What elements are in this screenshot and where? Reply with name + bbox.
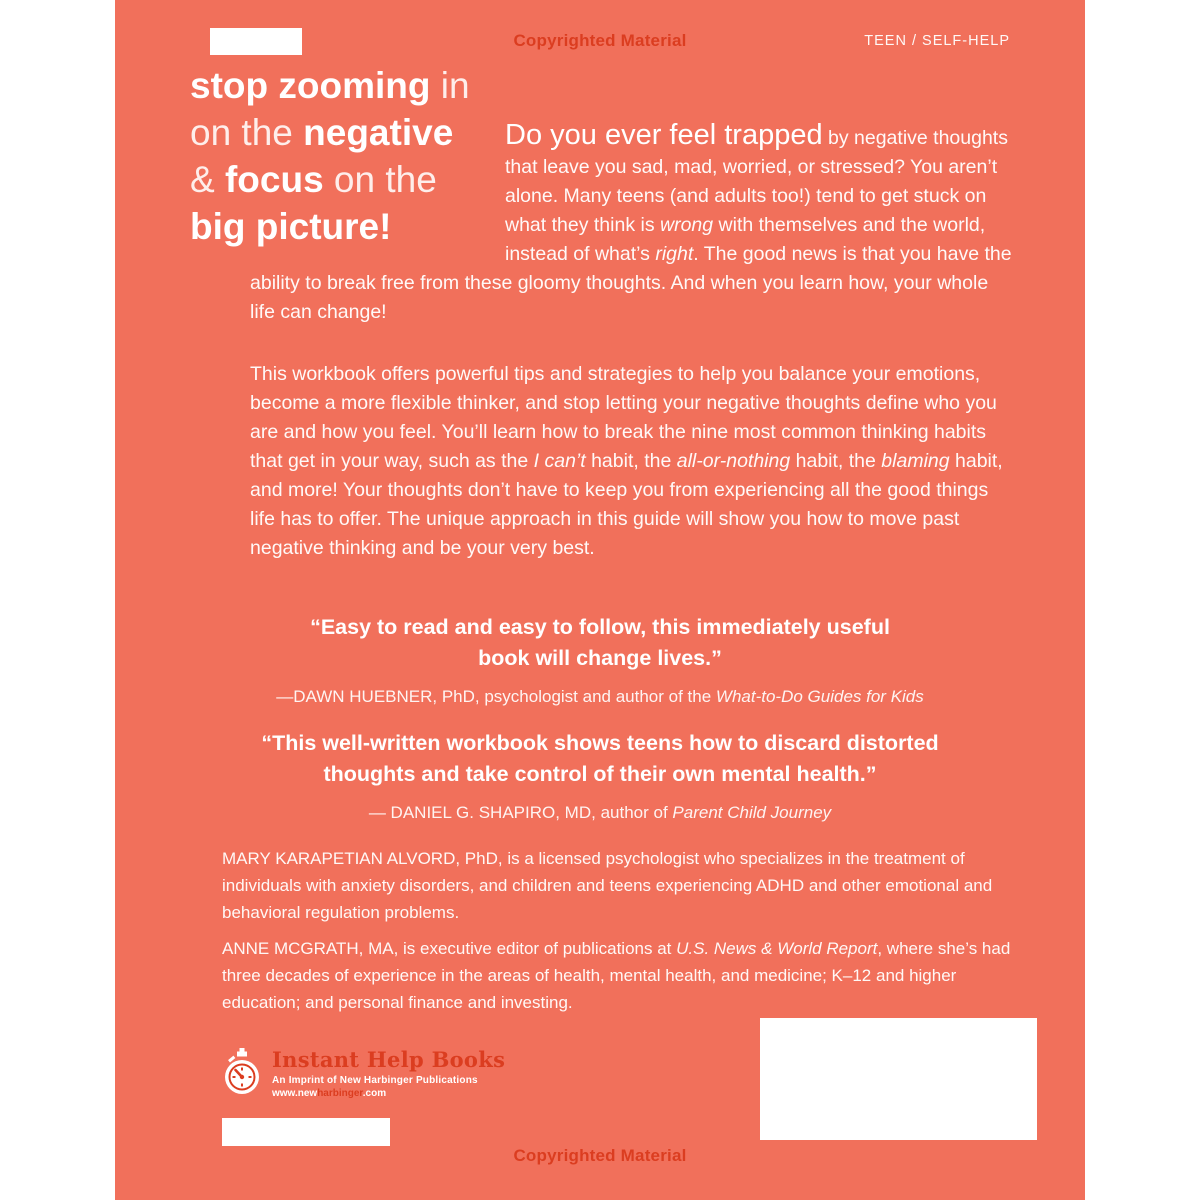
publisher-imprint: An Imprint of New Harbinger Publications — [272, 1075, 478, 1086]
italic-term: wrong — [660, 214, 714, 236]
headline-bold-2: negative — [303, 112, 454, 153]
publication-title-italic: U.S. News & World Report — [676, 939, 878, 958]
description-text: habit, and more! Your thoughts don’t have to keep you from experiencing all the good things life has to offer. The unique approach in this guide will show you how to move past negative thinking and be your very best. — [250, 450, 1003, 559]
publisher-text-column — [272, 1048, 505, 1099]
headline-light-2: on the — [190, 112, 304, 153]
quote-text: “Easy to read and easy to follow, this immediately useful book will change lives.” — [310, 615, 890, 670]
barcode-placeholder — [760, 1018, 1037, 1140]
bio-text: ANNE MCGRATH, MA, is executive editor of publications at — [222, 939, 677, 958]
publisher-url — [272, 1088, 505, 1099]
italic-term: blaming — [881, 450, 950, 472]
italic-term: I can’t — [533, 450, 586, 472]
description-text: This workbook offers powerful tips and strategies to help you balance your emotions, become a more flexible thinker, and stop letting your negative thoughts define who you are and how you feel. You’ll learn how to break the nine most common thinking habits that get in your way, such as the — [250, 363, 997, 472]
intro-lead: Do you ever feel trapped — [505, 119, 823, 151]
headline-line-1 — [190, 65, 470, 106]
publisher-name: Instant Help Books — [272, 1047, 506, 1072]
intro-text: . The good news is that you have the ability to break free from these gloomy thoughts. And when you learn how, your whole life can change! — [250, 243, 1012, 323]
stopwatch-icon — [221, 1048, 263, 1098]
intro-text: with themselves and the world, instead of what’s — [505, 214, 986, 265]
headline-light-3b: on the — [323, 159, 437, 200]
author-bio-mcgrath — [222, 935, 1017, 1016]
italic-term: all-or-nothing — [676, 450, 791, 472]
url-prefix: www. — [272, 1088, 298, 1099]
quote-text: “This well-written workbook shows teens how to discard distorted thoughts and take control of their own mental health.” — [261, 731, 939, 786]
bio-text: MARY KARAPETIAN ALVORD, PhD, is a licensed psychologist who specializes in the treatment of individuals with anxiety disorders, and children and teens experiencing ADHD and other emotional and behavioral regulation problems. — [222, 849, 993, 922]
bio-text: , where she’s had three decades of experience in the areas of health, mental health, and medicine; K–12 and higher education; and personal finance and investing. — [222, 939, 1011, 1012]
quote-attribution — [115, 803, 1085, 823]
attribution-text: —DAWN HUEBNER, PhD, psychologist and author of the — [276, 687, 716, 706]
quote-attribution — [115, 687, 1085, 707]
headline-bold-1: stop zooming — [190, 65, 431, 106]
headline-bold-3: focus — [224, 159, 324, 200]
copyright-notice-top: Copyrighted Material — [513, 31, 687, 50]
category-label: TEEN / SELF-HELP — [864, 33, 1010, 49]
headline-light-1: in — [430, 65, 470, 106]
url-brand-new: new — [297, 1088, 318, 1099]
description-paragraph — [250, 360, 1012, 563]
author-bio-alvord — [222, 845, 1017, 926]
headline-wrap-spacer — [250, 118, 505, 268]
description-text: habit, the — [585, 450, 677, 472]
review-quote-2 — [115, 728, 1085, 823]
url-brand-harbinger: harbinger — [317, 1088, 363, 1099]
cover-background — [115, 0, 1085, 1200]
italic-term: right — [655, 243, 694, 265]
url-suffix: .com — [362, 1088, 387, 1099]
review-quote-1 — [115, 612, 1085, 707]
book-title-italic: What-to-Do Guides for Kids — [715, 687, 924, 706]
attribution-text: — DANIEL G. SHAPIRO, MD, author of — [368, 803, 673, 822]
intro-text: by negative thoughts that leave you sad, mad, worried, or stressed? You aren’t alone. Many teens (and adults too!) tend to get stuck on what they think is — [505, 127, 1008, 236]
description-text: habit, the — [790, 450, 882, 472]
publisher-block — [221, 1048, 505, 1099]
headline-bold-4: big picture! — [190, 206, 392, 247]
copyright-notice-bottom: Copyrighted Material — [513, 1146, 687, 1165]
bottom-white-bar — [222, 1118, 390, 1146]
book-title-italic: Parent Child Journey — [672, 803, 832, 822]
intro-paragraph — [250, 118, 1012, 327]
headline-light-3a: & — [190, 159, 225, 200]
